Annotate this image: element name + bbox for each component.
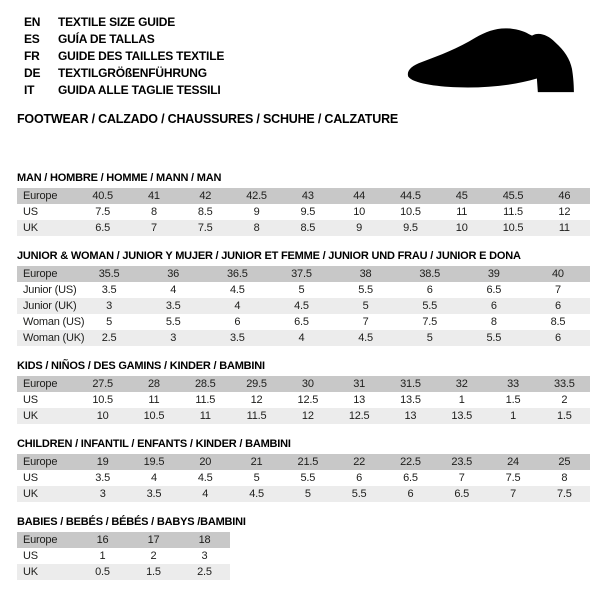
language-label: GUÍA DE TALLAS — [58, 32, 155, 46]
size-cell: 6 — [407, 488, 414, 500]
size-table — [17, 532, 230, 580]
row-label: Junior (UK) — [23, 300, 77, 312]
row-label: Woman (UK) — [23, 332, 85, 344]
size-cell: 6.5 — [95, 222, 110, 234]
size-cell: 4 — [170, 284, 177, 296]
size-cell: 11 — [456, 206, 468, 218]
size-cell: 13 — [404, 410, 417, 422]
size-cell: 13 — [353, 394, 366, 406]
size-cell: 10 — [353, 206, 366, 218]
size-cell: 12.5 — [348, 410, 370, 422]
size-cell: 5.5 — [351, 488, 367, 500]
size-cell: 8 — [561, 472, 568, 484]
size-cell: 2.5 — [197, 566, 212, 578]
size-cell: 42.5 — [246, 190, 267, 202]
size-cell: 6.5 — [454, 488, 470, 500]
language-label: TEXTILGRÖßENFÜHRUNG — [58, 66, 207, 80]
size-cell: 33.5 — [554, 378, 575, 390]
size-cell: 10.5 — [92, 394, 113, 406]
size-cell: 30 — [301, 378, 314, 390]
size-cell: 1.5 — [505, 394, 521, 406]
size-cell: 6 — [554, 300, 561, 312]
size-cell: 3 — [106, 300, 113, 312]
size-cell: 29.5 — [246, 378, 267, 390]
row-label: UK — [23, 488, 38, 500]
size-cell: 11 — [148, 394, 160, 406]
size-cell: 9.5 — [403, 222, 418, 234]
size-cell: 9.5 — [300, 206, 316, 218]
size-table-row — [17, 204, 590, 220]
size-cell: 4 — [234, 300, 241, 312]
size-table — [17, 376, 590, 424]
row-label: UK — [23, 566, 38, 578]
row-label: Junior (US) — [23, 284, 77, 296]
size-cell: 10 — [455, 222, 468, 234]
size-cell: 0.5 — [95, 566, 110, 578]
size-cell: 11 — [199, 410, 211, 422]
size-cell: 8 — [253, 222, 260, 234]
row-label: US — [23, 206, 38, 218]
language-code: DE — [24, 66, 41, 80]
size-cell: 7 — [458, 472, 465, 484]
size-cell: 9 — [253, 206, 260, 218]
size-cell: 6.5 — [403, 472, 418, 484]
size-cell: 16 — [96, 534, 109, 546]
size-cell: 43 — [301, 190, 314, 202]
language-code: FR — [24, 49, 40, 63]
size-table-row — [17, 532, 230, 548]
size-cell: 5.5 — [300, 472, 316, 484]
size-table-row — [17, 564, 230, 580]
size-cell: 5 — [304, 488, 311, 500]
size-cell: 3 — [99, 488, 106, 500]
size-table — [17, 266, 590, 346]
size-cell: 36.5 — [227, 268, 248, 280]
size-cell: 39 — [487, 268, 500, 280]
size-cell: 5.5 — [422, 300, 438, 312]
size-section — [17, 516, 590, 580]
size-table-row — [17, 376, 590, 392]
size-cell: 20 — [199, 456, 212, 468]
size-cell: 8 — [150, 206, 157, 218]
size-cell: 4.5 — [249, 488, 264, 500]
size-cell: 13.5 — [400, 394, 421, 406]
size-table-row — [17, 454, 590, 470]
size-table-row — [17, 470, 590, 486]
size-cell: 4.5 — [294, 300, 309, 312]
size-cell: 31 — [353, 378, 366, 390]
size-table-row — [17, 314, 590, 330]
size-cell: 22 — [353, 456, 366, 468]
size-cell: 3.5 — [101, 284, 117, 296]
language-label: GUIDE DES TAILLES TEXTILE — [58, 49, 225, 63]
row-label: UK — [23, 410, 38, 422]
size-cell: 12.5 — [297, 394, 319, 406]
size-cell: 23.5 — [451, 456, 473, 468]
size-cell: 42 — [199, 190, 212, 202]
size-cell: 22.5 — [400, 456, 421, 468]
size-cell: 37.5 — [291, 268, 312, 280]
size-cell: 5 — [426, 332, 433, 344]
size-cell: 28 — [148, 378, 160, 390]
size-cell: 21 — [250, 456, 263, 468]
size-cell: 4.5 — [229, 284, 245, 296]
size-cell: 6 — [426, 284, 433, 296]
size-cell: 11.5 — [246, 410, 267, 422]
dress-shoe-icon — [401, 22, 587, 98]
size-cell: 41 — [148, 190, 160, 202]
size-cell: 6 — [234, 316, 241, 328]
size-cell: 7.5 — [556, 488, 572, 500]
size-section — [17, 438, 590, 502]
row-label: US — [23, 550, 38, 562]
size-cell: 7.5 — [95, 206, 110, 218]
language-code: IT — [24, 83, 35, 97]
size-cell: 27.5 — [92, 378, 113, 390]
size-cell: 7 — [554, 284, 561, 296]
size-cell: 1.5 — [146, 566, 161, 578]
size-cell: 5.5 — [486, 332, 502, 344]
size-section — [17, 172, 590, 236]
size-cell: 4.5 — [197, 472, 213, 484]
size-cell: 13.5 — [451, 410, 473, 422]
size-tables — [17, 172, 590, 580]
row-label: Europe — [23, 456, 58, 468]
size-cell: 2 — [561, 394, 568, 406]
size-cell: 1 — [510, 410, 516, 422]
size-cell: 6.5 — [486, 284, 502, 296]
size-cell: 44 — [353, 190, 366, 202]
size-cell: 7 — [362, 316, 369, 328]
language-code: ES — [24, 32, 40, 46]
size-cell: 10.5 — [400, 206, 421, 218]
size-table-row — [17, 408, 590, 424]
size-cell: 3 — [201, 550, 208, 562]
size-cell: 44.5 — [400, 190, 421, 202]
size-cell: 10.5 — [502, 222, 524, 234]
size-cell: 3.5 — [95, 472, 110, 484]
size-cell: 2 — [150, 550, 157, 562]
size-cell: 6 — [554, 332, 561, 344]
row-label: US — [23, 394, 38, 406]
row-label: Europe — [23, 534, 58, 546]
size-cell: 7 — [150, 222, 157, 234]
size-cell: 35.5 — [98, 268, 120, 280]
size-cell: 2.5 — [101, 332, 117, 344]
size-cell: 24 — [507, 456, 519, 468]
size-table-row — [17, 392, 590, 408]
size-cell: 31.5 — [400, 378, 421, 390]
section-title: KIDS / NIÑOS / DES GAMINS / KINDER / BAMBINI — [17, 360, 265, 372]
size-cell: 40 — [552, 268, 564, 280]
size-cell: 3.5 — [165, 300, 181, 312]
size-cell: 5 — [362, 300, 369, 312]
row-label: UK — [23, 222, 38, 234]
section-title: JUNIOR & WOMAN / JUNIOR Y MUJER / JUNIOR ET FEMME / JUNIOR UND FRAU / JUNIOR E DONA — [17, 250, 521, 262]
language-label: TEXTILE SIZE GUIDE — [58, 15, 176, 29]
size-cell: 5.5 — [358, 284, 373, 296]
section-title: CHILDREN / INFANTIL / ENFANTS / KINDER / BAMBINI — [17, 438, 291, 450]
size-cell: 8.5 — [550, 316, 566, 328]
size-cell: 46 — [558, 190, 571, 202]
size-cell: 45.5 — [502, 190, 524, 202]
size-cell: 5.5 — [165, 316, 181, 328]
size-cell: 4 — [202, 488, 209, 500]
size-table-row — [17, 298, 590, 314]
row-label: Europe — [23, 378, 58, 390]
size-cell: 45 — [455, 190, 468, 202]
size-table-row — [17, 220, 590, 236]
size-cell: 1 — [458, 394, 465, 406]
size-cell: 19 — [96, 456, 109, 468]
size-cell: 38.5 — [419, 268, 440, 280]
size-cell: 10 — [96, 410, 109, 422]
size-cell: 21.5 — [297, 456, 319, 468]
size-cell: 6 — [490, 300, 497, 312]
size-cell: 32 — [455, 378, 468, 390]
size-cell: 5 — [106, 316, 113, 328]
size-cell: 40.5 — [92, 190, 113, 202]
size-cell: 3.5 — [146, 488, 162, 500]
size-cell: 17 — [147, 534, 160, 546]
section-title: MAN / HOMBRE / HOMME / MANN / MAN — [17, 172, 222, 184]
size-cell: 7 — [510, 488, 516, 500]
size-table-row — [17, 266, 590, 282]
size-cell: 33 — [507, 378, 519, 390]
page-header — [17, 14, 590, 99]
size-table-row — [17, 188, 590, 204]
size-cell: 6 — [356, 472, 363, 484]
size-cell: 12 — [558, 206, 571, 218]
size-table-row — [17, 330, 590, 346]
section-title: BABIES / BEBÉS / BÉBÉS / BABYS /BAMBINI — [17, 516, 246, 528]
size-cell: 4 — [150, 472, 157, 484]
size-cell: 11 — [558, 222, 570, 234]
size-cell: 5 — [253, 472, 260, 484]
size-cell: 11.5 — [503, 206, 523, 218]
size-table-row — [17, 486, 590, 502]
size-cell: 5 — [298, 284, 305, 296]
size-cell: 19.5 — [143, 456, 165, 468]
size-cell: 1.5 — [556, 410, 572, 422]
size-cell: 12 — [250, 394, 263, 406]
row-label: US — [23, 472, 38, 484]
size-cell: 11.5 — [195, 394, 216, 406]
row-label: Woman (US) — [23, 316, 85, 328]
size-cell: 4.5 — [358, 332, 373, 344]
size-cell: 8.5 — [197, 206, 213, 218]
row-label: Europe — [23, 268, 58, 280]
size-cell: 9 — [356, 222, 363, 234]
size-cell: 3.5 — [229, 332, 245, 344]
category-heading: FOOTWEAR / CALZADO / CHAUSSURES / SCHUHE / CALZATURE — [17, 112, 399, 126]
size-cell: 1 — [99, 550, 106, 562]
size-cell: 36 — [167, 268, 180, 280]
size-cell: 25 — [558, 456, 571, 468]
size-table — [17, 454, 590, 502]
row-label: Europe — [23, 190, 58, 202]
language-label: GUIDA ALLE TAGLIE TESSILI — [58, 83, 221, 97]
size-cell: 12 — [301, 410, 314, 422]
size-table-row — [17, 282, 590, 298]
size-cell: 3 — [170, 332, 177, 344]
size-section — [17, 250, 590, 346]
size-cell: 7.5 — [422, 316, 438, 328]
size-cell: 10.5 — [143, 410, 165, 422]
size-cell: 7.5 — [197, 222, 213, 234]
size-table — [17, 188, 590, 236]
language-code: EN — [24, 15, 41, 29]
size-cell: 6.5 — [294, 316, 309, 328]
size-cell: 7.5 — [505, 472, 521, 484]
size-cell: 28.5 — [194, 378, 216, 390]
size-cell: 8 — [490, 316, 497, 328]
size-cell: 8.5 — [300, 222, 316, 234]
size-section — [17, 360, 590, 424]
size-cell: 18 — [198, 534, 211, 546]
size-cell: 38 — [359, 268, 372, 280]
size-cell: 4 — [298, 332, 305, 344]
size-table-row — [17, 548, 230, 564]
